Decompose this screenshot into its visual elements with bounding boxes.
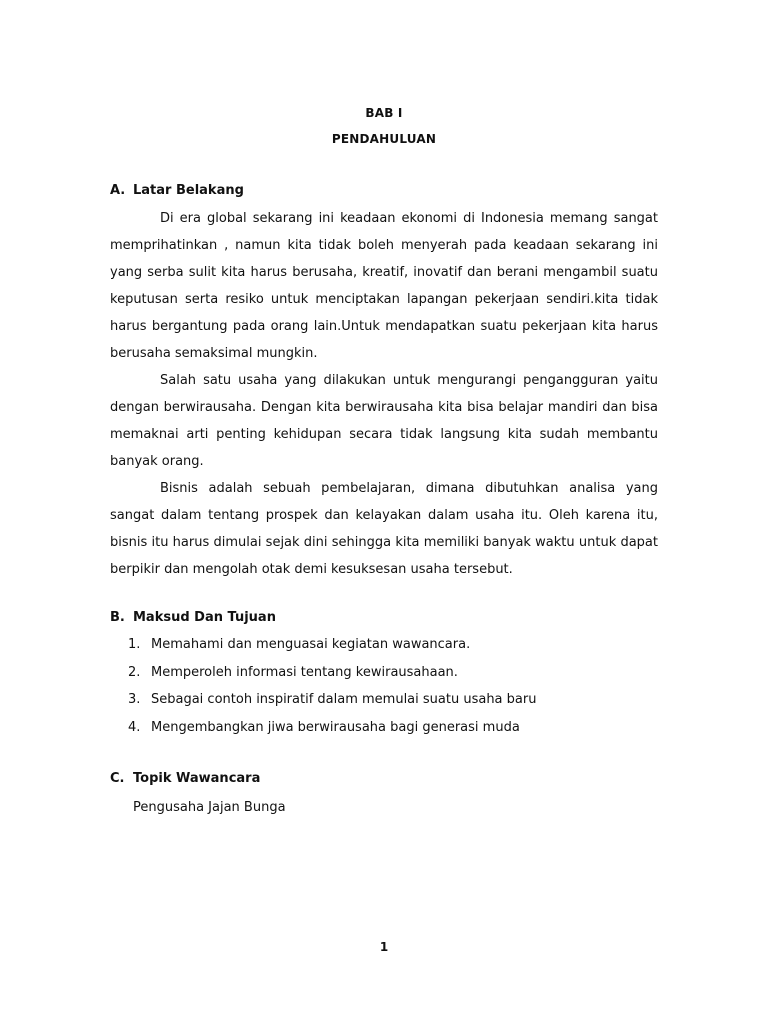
list-item-text: Sebagai contoh inspiratif dalam memulai suatu usaha baru (151, 692, 537, 707)
objectives-list (128, 631, 648, 741)
section-c-letter: C. (110, 771, 125, 786)
section-a-letter: A. (110, 183, 126, 198)
section-c-title: Topik Wawancara (133, 771, 261, 786)
list-item (128, 631, 648, 659)
section-a-title: Latar Belakang (133, 183, 244, 198)
list-item-text: Memperoleh informasi tentang kewirausahaan. (151, 664, 458, 680)
list-item-number: 4. (128, 719, 141, 735)
section-b-heading (110, 610, 276, 625)
interview-topic: Pengusaha Jajan Bunga (133, 800, 286, 815)
section-c-heading (110, 771, 260, 786)
list-item-number: 3. (128, 692, 141, 707)
page-number: 1 (379, 940, 389, 954)
list-item (128, 714, 648, 742)
paragraph-2: Salah satu usaha yang dilakukan untuk mengurangi pengangguran yaitu dengan berwirausaha. Dengan kita berwirausaha kita bisa belajar mandiri dan bisa memaknai arti penting kehidupan secara tidak langsung kita sudah membantu banyak orang. (110, 373, 658, 469)
list-item-text: Memahami dan menguasai kegiatan wawancara. (151, 637, 471, 652)
paragraph-1: Di era global sekarang ini keadaan ekonomi di Indonesia memang sangat memprihatinkan , namun kita tidak boleh menyerah pada keadaan sekarang ini yang serba sulit kita harus berusaha, kreatif, inovatif dan berani mengambil suatu keputusan serta resiko untuk menciptakan lapangan pekerjaan sendiri.kita tidak harus bergantung pada orang lain.Untuk mendapatkan suatu pekerjaan kita harus berusaha semaksimal mungkin. (110, 211, 658, 361)
list-item-number: 2. (128, 664, 141, 680)
section-b-letter: B. (110, 610, 125, 625)
list-item (128, 659, 648, 687)
list-item-text: Mengembangkan jiwa berwirausaha bagi generasi muda (151, 719, 520, 735)
section-a-heading (110, 183, 244, 198)
list-item (128, 686, 648, 714)
paragraph-3: Bisnis adalah sebuah pembelajaran, dimana dibutuhkan analisa yang sangat dalam tentang prospek dan kelayakan dalam usaha itu. Oleh karena itu, bisnis itu harus dimulai sejak dini sehingga kita memiliki banyak waktu untuk dapat berpikir dan mengolah otak demi kesuksesan usaha tersebut. (110, 481, 658, 577)
section-a-body (110, 205, 658, 583)
chapter-title: PENDAHULUAN (331, 132, 437, 146)
chapter-label: BAB I (365, 106, 403, 120)
section-b-title: Maksud Dan Tujuan (133, 610, 276, 625)
list-item-number: 1. (128, 637, 141, 652)
